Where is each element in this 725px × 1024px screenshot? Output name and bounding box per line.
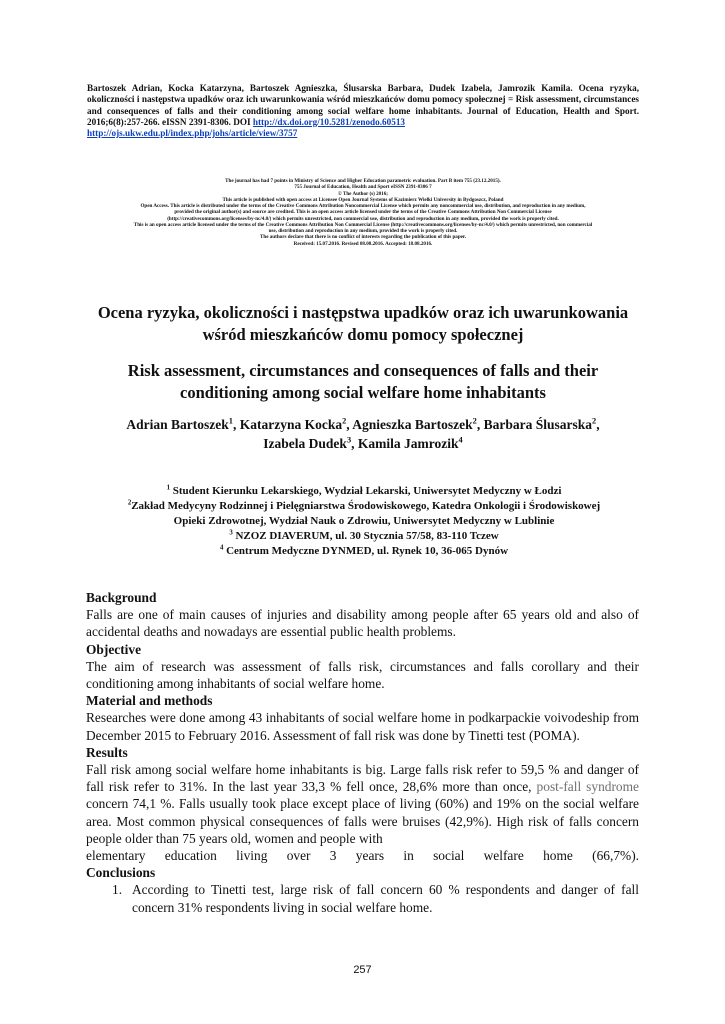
affiliation-4 [86, 544, 642, 559]
journal-note-line: Received: 15.07.2016. Revised 08.08.2016. Accepted: 18.08.2016. [293, 240, 433, 247]
affiliation-text: Student Kierunku Lekarskiego, Wydział Lekarski, Uniwersytet Medyczny w Łodzi [172, 485, 562, 497]
results-text [86, 761, 639, 847]
journal-note-line: provided the original author(s) and source are credited. This is an open access article licensed under the terms of the Creative Commons Attribution Non Commercial License [174, 209, 552, 216]
author-affiliation-mark: 3 [346, 435, 352, 445]
author-name: Adrian Bartoszek [126, 417, 229, 432]
results-text-last-line: elementary education living over 3 years in social welfare home (66,7%). [86, 848, 639, 864]
objective-text: The aim of research was assessment of falls risk, circumstances and falls corollary and their conditioning among inhabitants of social welfare home. [86, 658, 639, 692]
conclusions-heading: Conclusions [86, 865, 156, 881]
author-name: Katarzyna Kocka [239, 417, 343, 432]
title-polish-line: wśród mieszkańców domu pomocy społecznej [202, 325, 524, 344]
journal-note-line: use, distribution and reproduction in any medium, provided the work is properly cited. [268, 228, 458, 234]
results-text-part: concern 74,1 %. Falls usually took place except place of living (60%) and 19% on the social welfare area. Most common physical consequences of falls were bruises (42,9%). High risk of falls concern people older than 75 years old, women and people with [86, 796, 639, 846]
affiliation-2-cont: Opieki Zdrowotnej, Wydział Nauk o Zdrowiu, Uniwersytet Medyczny w Lublinie [173, 515, 555, 527]
journal-note-line: Open Access. This article is distributed under the terms of the Creative Commons Attribution Noncommercial License which permits any noncommercial use, distribution, and reproduction in any medium, [140, 203, 586, 209]
title-english-line: conditioning among social welfare home inhabitants [180, 383, 546, 402]
conclusions-list [86, 881, 639, 915]
affiliation-1 [86, 484, 642, 499]
title-english [80, 360, 646, 404]
conclusion-number: 1. [112, 882, 123, 898]
author-name: Agnieszka Bartoszek [352, 417, 473, 432]
journal-note-line: The journal has had 7 points in Ministry of Science and Higher Education parametric evaluation. Part B item 755 (23.12.2015). [225, 178, 501, 184]
journal-note-line: This is an open access article licensed under the terms of the Creative Commons Attribution Non Commercial License (http://creativecommons.org/licenses/by-nc/4.0/) which permits unrestricted, non commercial [133, 221, 593, 228]
article-link[interactable]: http://ojs.ukw.edu.pl/index.php/johs/article/view/3757 [87, 128, 298, 139]
affiliation-number: 4 [219, 544, 224, 552]
author-separator: , [596, 417, 600, 432]
authors-line [80, 415, 646, 434]
author-name: Barbara Ślusarska [483, 417, 593, 432]
conclusion-item [86, 881, 639, 915]
author-affiliation-mark: 2 [472, 416, 477, 426]
results-heading: Results [86, 744, 128, 760]
objective-heading: Objective [86, 641, 142, 657]
methods-text: Researches were done among 43 inhabitants of social welfare home in podkarpackie voivodeship from December 2015 to February 2016. Assessment of fall risk was done by Tinetti test (POMA). [86, 710, 639, 743]
doi-link[interactable]: http://dx.doi.org/10.5281/zenodo.60513 [252, 116, 406, 127]
author-separator: , [476, 417, 484, 432]
author-affiliation-mark: 2 [342, 416, 347, 426]
authors-line [80, 434, 646, 453]
journal-notes [85, 178, 641, 247]
affiliation-text: Centrum Medyczne DYNMED, ul. Rynek 10, 36-065 Dynów [226, 545, 509, 557]
title-polish [80, 302, 646, 346]
affiliation-text: NZOZ DIAVERUM, ul. 30 Stycznia 57/58, 83-110 Tczew [235, 530, 499, 542]
journal-note-line: © The Author (s) 2016; [337, 190, 389, 197]
journal-note-line: 755 Journal of Education, Health and Sport eISSN 2391-8306 7 [294, 184, 432, 191]
journal-note-line: (http://creativecommons.org/licenses/by-nc/4.0/) which permits unrestricted, non commercial use, distribution and reproduction in any medium, provided the work is properly cited. [167, 215, 559, 222]
background-heading: Background [86, 590, 157, 605]
conclusion-text: According to Tinetti test, large risk of fall concern 60 % respondents and danger of fall concern 31% respondents living in social welfare home. [132, 882, 639, 915]
author-separator: , [232, 417, 240, 432]
journal-note-line: This article is published with open access at Licensee Open Journal Systems of Kazimierz Wielki University in Bydgoszcz, Poland [222, 196, 504, 203]
citation-text: Bartoszek Adrian, Kocka Katarzyna, Bartoszek Agnieszka, Ślusarska Barbara, Dudek Izabela, Jamrozik Kamila. Ocena ryzyka, okoliczności i następstwa upadków oraz ich uwarunkowania wśród mieszkańców domu pomocy społecznej = Risk assessment, circumstances and consequences of falls and their conditioning among social welfare home inhabitants. Journal of Education, Health and Sport. 2016;6(8):257-266. eISSN 2391-8306. DOI [87, 83, 639, 127]
author-affiliation-mark: 2 [592, 416, 597, 426]
title-english-line: Risk assessment, circumstances and consequences of falls and their [127, 361, 599, 380]
author-affiliation-mark: 1 [228, 416, 233, 426]
author-separator: , [346, 417, 353, 432]
background-text: Falls are one of main causes of injuries and disability among people after 65 years old and also of accidental deaths and nowadays are essential public health problems. [86, 607, 639, 640]
affiliation-3 [86, 529, 642, 544]
title-block [80, 302, 646, 404]
affiliation-number: 1 [166, 484, 170, 492]
affiliation-number: 2 [127, 499, 132, 507]
page-number: 257 [353, 964, 372, 976]
author-affiliation-mark: 4 [458, 435, 463, 445]
affiliation-text: Zakład Medycyny Rodzinnej i Pielęgniarstwa Środowiskowego, Katedra Onkologii i Środowiskowej [131, 500, 601, 512]
results-highlight-text: post-fall syndrome [536, 779, 639, 795]
methods-heading: Material and methods [86, 693, 213, 709]
journal-note-line: The authors declare that there is no conflict of interests regarding the publication of this paper. [259, 234, 466, 241]
title-polish-line: Ocena ryzyka, okoliczności i następstwa upadków oraz ich uwarunkowania [97, 303, 629, 322]
author-separator: , [351, 436, 358, 451]
abstract [86, 589, 639, 916]
authors-list [80, 415, 646, 453]
affiliation-2 [86, 499, 642, 514]
results-text-part: Fall risk among social welfare home inhabitants is big. Large falls risk refer to 59,5 % and danger of fall risk refer to 31%. In the last year 33,3 % fell once, 28,6% more than once, [86, 762, 639, 795]
affiliation-number: 3 [229, 529, 233, 537]
affiliations-block [86, 484, 642, 559]
citation-block [87, 83, 639, 139]
author-name: Kamila Jamrozik [357, 436, 459, 451]
author-name: Izabela Dudek [263, 436, 347, 451]
